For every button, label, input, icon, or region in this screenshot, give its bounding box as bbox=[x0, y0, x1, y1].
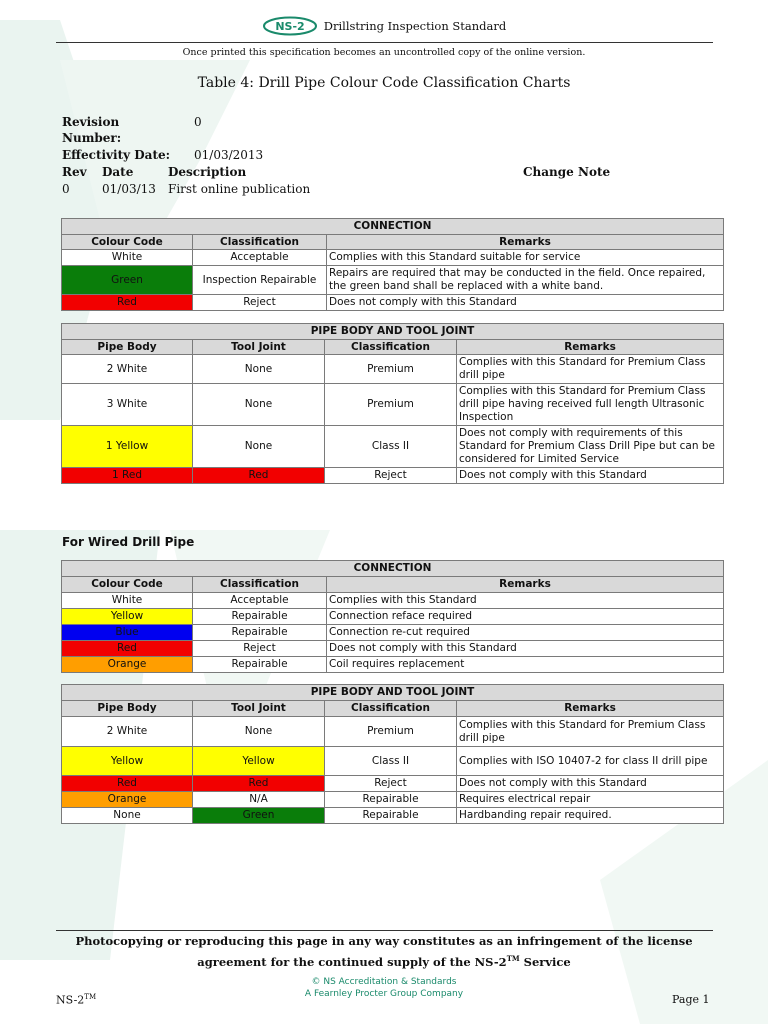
number-label: Number: bbox=[62, 131, 122, 145]
table-row bbox=[62, 792, 724, 808]
colour-swatch-cell: Green bbox=[62, 266, 193, 295]
column-header: Remarks bbox=[457, 701, 724, 717]
remarks-cell: Complies with this Standard for Premium Class drill pipe bbox=[457, 717, 724, 747]
wired-pipe-body-tool-joint-table bbox=[61, 684, 724, 824]
tool-joint-cell: Green bbox=[193, 808, 325, 824]
change-note-col-header: Change Note bbox=[523, 165, 611, 179]
table-row bbox=[62, 747, 724, 776]
table-row bbox=[62, 426, 724, 468]
pipe-body-tool-joint-table bbox=[61, 323, 724, 484]
classification-cell: Reject bbox=[325, 468, 457, 484]
remarks-cell: Complies with this Standard suitable for service bbox=[327, 250, 724, 266]
table-row bbox=[62, 295, 724, 311]
tool-joint-cell: None bbox=[193, 384, 325, 426]
pipe-body-cell: 2 White bbox=[62, 355, 193, 384]
column-header: Tool Joint bbox=[193, 701, 325, 717]
classification-cell: Class II bbox=[325, 747, 457, 776]
colour-swatch-cell: Orange bbox=[62, 657, 193, 673]
tool-joint-cell: Red bbox=[193, 776, 325, 792]
column-header: Classification bbox=[193, 577, 327, 593]
column-header: Classification bbox=[193, 235, 327, 250]
wired-connection-table bbox=[61, 560, 724, 673]
colour-swatch-cell: White bbox=[62, 593, 193, 609]
remarks-cell: Complies with this Standard for Premium Class drill pipe bbox=[457, 355, 724, 384]
page-header bbox=[0, 16, 768, 40]
table-row bbox=[62, 657, 724, 673]
classification-cell: Class II bbox=[325, 426, 457, 468]
header-rule bbox=[56, 42, 713, 43]
remarks-cell: Hardbanding repair required. bbox=[457, 808, 724, 824]
pipe-body-cell: 2 White bbox=[62, 717, 193, 747]
table-title: PIPE BODY AND TOOL JOINT bbox=[62, 685, 724, 701]
remarks-cell: Complies with this Standard bbox=[327, 593, 724, 609]
table-row bbox=[62, 625, 724, 641]
footer-rule bbox=[56, 930, 713, 931]
license-notice-line1: Photocopying or reproducing this page in any way constitutes as an infringement of the license bbox=[75, 934, 693, 948]
ns2-logo-icon bbox=[262, 16, 318, 36]
table-title: PIPE BODY AND TOOL JOINT bbox=[62, 324, 724, 340]
uncontrolled-copy-notice: Once printed this specification becomes an uncontrolled copy of the online version. bbox=[182, 47, 586, 58]
license-notice bbox=[40, 933, 728, 971]
remarks-cell: Requires electrical repair bbox=[457, 792, 724, 808]
column-header: Tool Joint bbox=[193, 340, 325, 355]
remarks-cell: Does not comply with this Standard bbox=[327, 295, 724, 311]
tool-joint-cell: None bbox=[193, 426, 325, 468]
table-row bbox=[62, 266, 724, 295]
effectivity-value: 01/03/2013 bbox=[194, 148, 264, 162]
remarks-cell: Repairs are required that may be conducted in the field. Once repaired, the green band shall be replaced with a white band. bbox=[327, 266, 724, 295]
logo-text: NS-2 bbox=[275, 20, 305, 33]
tool-joint-cell: N/A bbox=[193, 792, 325, 808]
revision-value: 0 bbox=[194, 115, 202, 129]
copyright-line1: © NS Accreditation & Standards bbox=[311, 977, 457, 987]
column-header: Classification bbox=[325, 701, 457, 717]
table-row bbox=[62, 641, 724, 657]
classification-cell: Reject bbox=[325, 776, 457, 792]
column-header: Pipe Body bbox=[62, 340, 193, 355]
remarks-cell: Connection re-cut required bbox=[327, 625, 724, 641]
pipe-body-cell: 3 White bbox=[62, 384, 193, 426]
classification-cell: Repairable bbox=[193, 657, 327, 673]
table-row bbox=[62, 468, 724, 484]
effectivity-label: Effectivity Date: bbox=[62, 148, 171, 162]
table-row bbox=[62, 808, 724, 824]
table-row bbox=[62, 717, 724, 747]
classification-cell: Repairable bbox=[325, 792, 457, 808]
footer-brand: NS-2™ bbox=[56, 993, 97, 1007]
remarks-cell: Does not comply with this Standard bbox=[457, 776, 724, 792]
tool-joint-cell: None bbox=[193, 355, 325, 384]
table-row bbox=[62, 776, 724, 792]
classification-cell: Repairable bbox=[193, 625, 327, 641]
column-header: Pipe Body bbox=[62, 701, 193, 717]
pipe-body-cell: Yellow bbox=[62, 747, 193, 776]
classification-cell: Premium bbox=[325, 717, 457, 747]
tool-joint-cell: None bbox=[193, 717, 325, 747]
classification-cell: Premium bbox=[325, 384, 457, 426]
copyright-line2: A Fearnley Procter Group Company bbox=[304, 989, 464, 999]
remarks-cell: Coil requires replacement bbox=[327, 657, 724, 673]
classification-cell: Acceptable bbox=[193, 250, 327, 266]
table-title: CONNECTION bbox=[62, 561, 724, 577]
classification-cell: Acceptable bbox=[193, 593, 327, 609]
table-row bbox=[62, 355, 724, 384]
remarks-cell: Complies with this Standard for Premium Class drill pipe having received full length Ultrasonic Inspection bbox=[457, 384, 724, 426]
colour-swatch-cell: Red bbox=[62, 295, 193, 311]
rev-value: 0 bbox=[62, 182, 70, 196]
column-header: Remarks bbox=[327, 577, 724, 593]
connection-table bbox=[61, 218, 724, 311]
classification-cell: Repairable bbox=[325, 808, 457, 824]
remarks-cell: Does not comply with this Standard bbox=[327, 641, 724, 657]
date-col-header: Date bbox=[102, 165, 134, 179]
date-value: 01/03/13 bbox=[102, 182, 156, 196]
pipe-body-cell: None bbox=[62, 808, 193, 824]
pipe-body-cell: Red bbox=[62, 776, 193, 792]
classification-cell: Repairable bbox=[193, 609, 327, 625]
remarks-cell: Does not comply with this Standard bbox=[457, 468, 724, 484]
document-title: Table 4: Drill Pipe Colour Code Classification Charts bbox=[197, 75, 571, 91]
remarks-cell: Does not comply with requirements of this Standard for Premium Class Drill Pipe but can be considered for Limited Service bbox=[457, 426, 724, 468]
column-header: Remarks bbox=[457, 340, 724, 355]
license-notice-line2: agreement for the continued supply of the NS-2™ Service bbox=[197, 954, 571, 969]
classification-cell: Reject bbox=[193, 641, 327, 657]
wired-drill-pipe-heading: For Wired Drill Pipe bbox=[62, 535, 195, 549]
table-title: CONNECTION bbox=[62, 219, 724, 235]
table-row bbox=[62, 250, 724, 266]
pipe-body-cell: Orange bbox=[62, 792, 193, 808]
copyright-notice bbox=[0, 976, 768, 1000]
column-header: Remarks bbox=[327, 235, 724, 250]
table-row bbox=[62, 384, 724, 426]
colour-swatch-cell: Red bbox=[62, 641, 193, 657]
column-header: Classification bbox=[325, 340, 457, 355]
colour-swatch-cell: Blue bbox=[62, 625, 193, 641]
page-number: Page 1 bbox=[672, 993, 710, 1006]
description-value: First online publication bbox=[168, 182, 311, 196]
colour-swatch-cell: White bbox=[62, 250, 193, 266]
column-header: Colour Code bbox=[62, 577, 193, 593]
table-row bbox=[62, 609, 724, 625]
pipe-body-cell: 1 Red bbox=[62, 468, 193, 484]
classification-cell: Reject bbox=[193, 295, 327, 311]
remarks-cell: Connection reface required bbox=[327, 609, 724, 625]
tool-joint-cell: Red bbox=[193, 468, 325, 484]
table-row bbox=[62, 593, 724, 609]
description-col-header: Description bbox=[168, 165, 247, 179]
classification-cell: Premium bbox=[325, 355, 457, 384]
pipe-body-cell: 1 Yellow bbox=[62, 426, 193, 468]
rev-col-header: Rev bbox=[62, 165, 87, 179]
colour-swatch-cell: Yellow bbox=[62, 609, 193, 625]
column-header: Colour Code bbox=[62, 235, 193, 250]
revision-label: Revision bbox=[62, 115, 120, 129]
header-title: Drillstring Inspection Standard bbox=[323, 19, 507, 33]
tool-joint-cell: Yellow bbox=[193, 747, 325, 776]
classification-cell: Inspection Repairable bbox=[193, 266, 327, 295]
remarks-cell: Complies with ISO 10407-2 for class II drill pipe bbox=[457, 747, 724, 776]
